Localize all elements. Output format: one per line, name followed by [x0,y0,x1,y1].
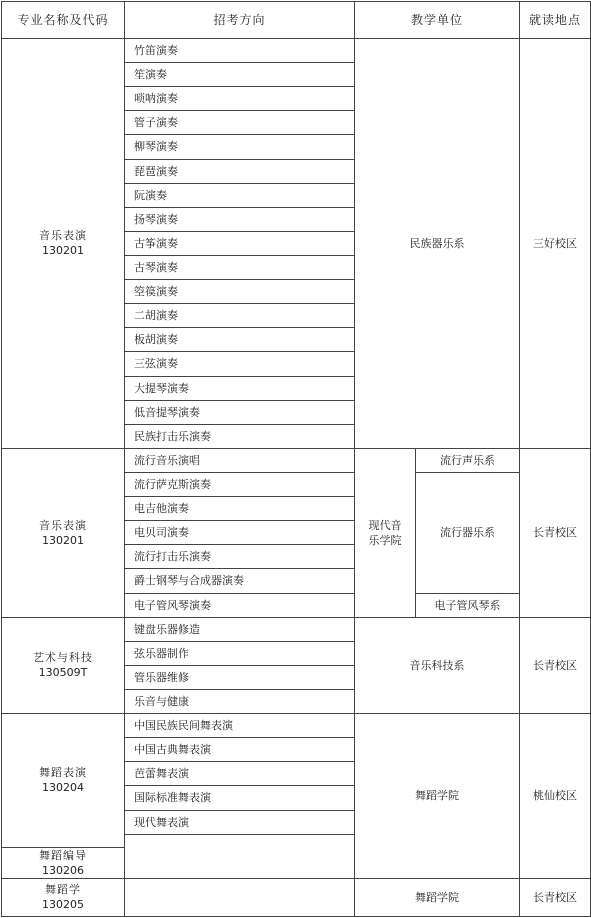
direction-cell: 扬琴演奏 [125,207,355,231]
direction-cell: 古琴演奏 [125,255,355,279]
header-unit: 教学单位 [355,2,520,39]
direction-cell: 笙演奏 [125,63,355,87]
direction-cell: 二胡演奏 [125,304,355,328]
dept-cell: 电子管风琴系 [416,593,520,617]
direction-cell: 民族打击乐演奏 [125,424,355,448]
major-cell [2,847,125,878]
unit-cell: 舞蹈学院 [355,714,520,879]
campus-cell: 三好校区 [520,39,591,449]
unit-cell: 民族器乐系 [355,39,520,449]
campus-cell: 长青校区 [520,448,591,617]
direction-cell: 国际标准舞表演 [125,786,355,810]
direction-cell: 芭蕾舞表演 [125,762,355,786]
dept-cell: 流行声乐系 [416,448,520,472]
table-row [2,448,591,472]
enrollment-table [1,1,591,917]
header-row [2,2,591,39]
college-cell [355,448,416,617]
direction-cell: 古筝演奏 [125,231,355,255]
direction-cell: 低音提琴演奏 [125,400,355,424]
major-name: 舞蹈表演 [39,766,87,780]
major-name: 舞蹈编导 [39,848,87,862]
direction-cell: 柳琴演奏 [125,135,355,159]
direction-cell: 唢呐演奏 [125,87,355,111]
college-line: 乐学院 [368,533,402,547]
table-row [2,878,591,916]
header-major: 专业名称及代码 [2,2,125,39]
direction-cell: 三弦演奏 [125,352,355,376]
direction-cell: 流行打击乐演奏 [125,545,355,569]
major-code: 130201 [42,533,84,547]
campus-cell: 长青校区 [520,878,591,916]
major-cell [2,39,125,449]
major-cell [2,448,125,617]
direction-cell: 爵士钢琴与合成器演奏 [125,569,355,593]
direction-cell: 弦乐器制作 [125,641,355,665]
direction-cell: 中国民族民间舞表演 [125,714,355,738]
direction-cell: 电贝司演奏 [125,521,355,545]
direction-cell: 流行萨克斯演奏 [125,472,355,496]
direction-cell: 管乐器维修 [125,665,355,689]
direction-cell: 现代舞表演 [125,810,355,834]
direction-cell: 阮演奏 [125,183,355,207]
direction-cell: 流行音乐演唱 [125,448,355,472]
direction-cell: 竹笛演奏 [125,39,355,63]
direction-cell: 键盘乐器修造 [125,617,355,641]
major-code: 130509T [38,666,88,680]
major-code: 130205 [42,898,84,912]
major-name: 音乐表演 [39,518,87,532]
major-code: 130201 [42,244,84,258]
dept-cell: 流行器乐系 [416,472,520,593]
direction-cell-empty [125,834,355,878]
major-name: 艺术与科技 [33,651,93,665]
direction-cell: 琵琶演奏 [125,159,355,183]
direction-cell: 板胡演奏 [125,328,355,352]
direction-cell-empty [125,878,355,916]
table-row [2,714,591,738]
direction-cell: 中国古典舞表演 [125,738,355,762]
major-code: 130206 [42,863,84,877]
header-campus: 就读地点 [520,2,591,39]
table-row [2,617,591,641]
direction-cell: 大提琴演奏 [125,376,355,400]
direction-cell: 电子管风琴演奏 [125,593,355,617]
unit-cell: 舞蹈学院 [355,878,520,916]
major-cell [2,714,125,848]
major-name: 音乐表演 [39,229,87,243]
major-code: 130204 [42,781,84,795]
direction-cell: 电吉他演奏 [125,497,355,521]
direction-cell: 乐音与健康 [125,689,355,713]
major-cell [2,878,125,916]
campus-cell: 桃仙校区 [520,714,591,879]
major-name: 舞蹈学 [45,883,81,897]
campus-cell: 长青校区 [520,617,591,713]
college-line: 现代音 [368,518,402,532]
header-direction: 招考方向 [125,2,355,39]
unit-cell: 音乐科技系 [355,617,520,713]
direction-cell: 箜篌演奏 [125,280,355,304]
direction-cell: 管子演奏 [125,111,355,135]
table-row [2,39,591,63]
major-cell [2,617,125,713]
